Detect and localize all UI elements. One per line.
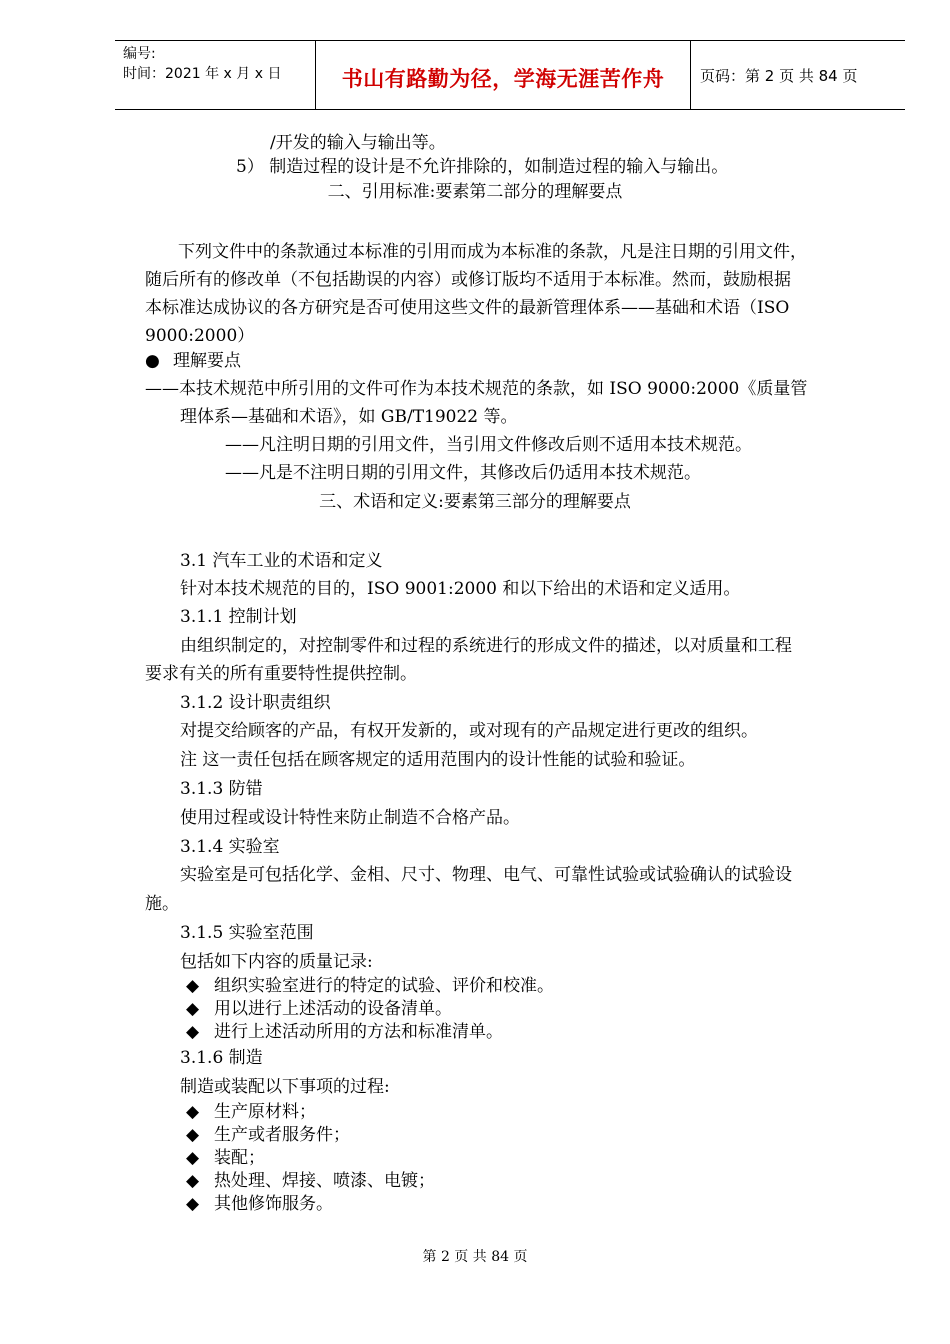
term-body: 针对本技术规范的目的，ISO 9001:2000 和以下给出的术语和定义适用。: [180, 579, 741, 599]
term-body: 要求有关的所有重要特性提供控制。: [145, 664, 417, 684]
header-motto-cell: [315, 41, 691, 109]
list-item-text: 组织实验室进行的特定的试验、评价和校准。: [214, 976, 554, 996]
list-item: [186, 1124, 350, 1146]
list-item-text: 用以进行上述活动的设备清单。: [214, 999, 452, 1019]
paragraph-line: 下列文件中的条款通过本标准的引用而成为本标准的条款，凡是注日期的引用文件，: [178, 242, 807, 262]
document-number-label: 编号:: [123, 46, 156, 62]
list-item: [186, 1147, 265, 1169]
header-motto: 书山有路勤为径，学海无涯苦作舟: [341, 66, 665, 91]
term-heading: 3.1.3 防错: [180, 779, 263, 799]
list-item: [186, 975, 554, 997]
diamond-bullet-icon: ◆: [186, 1148, 200, 1168]
dash-item-line: 理体系—基础和术语》，如 GB/T19022 等。: [180, 407, 518, 427]
understanding-title: 理解要点: [173, 351, 241, 371]
diamond-bullet-icon: ◆: [186, 999, 200, 1019]
list-item: [186, 1170, 435, 1192]
list-item-text: 装配；: [214, 1148, 265, 1168]
term-body: 制造或装配以下事项的过程:: [180, 1077, 390, 1097]
bullet-icon: ●: [145, 351, 160, 371]
document-date-label: 时间：2021 年 x 月 x 日: [123, 66, 282, 82]
term-heading: 3.1.1 控制计划: [180, 607, 297, 627]
list-item-text: 生产或者服务件；: [214, 1125, 350, 1145]
text-line: 5） 制造过程的设计是不允许排除的，如制造过程的输入与输出。: [236, 157, 729, 177]
term-heading: 3.1.5 实验室范围: [180, 923, 314, 943]
header-meta-cell: [115, 41, 315, 109]
term-body: 对提交给顾客的产品，有权开发新的，或对现有的产品规定进行更改的组织。: [180, 721, 758, 741]
list-item: [186, 1193, 333, 1215]
term-body: 实验室是可包括化学、金相、尺寸、物理、电气、可靠性试验或试验确认的试验设: [180, 865, 792, 885]
paragraph-line: 本标准达成协议的各方研究是否可使用这些文件的最新管理体系——基础和术语（ISO: [145, 298, 790, 318]
diamond-bullet-icon: ◆: [186, 1022, 200, 1042]
dash-item-line: ——本技术规范中所引用的文件可作为本技术规范的条款，如 ISO 9000:2000《质量管: [145, 379, 808, 399]
diamond-bullet-icon: ◆: [186, 1171, 200, 1191]
term-heading: 3.1 汽车工业的术语和定义: [180, 551, 383, 571]
section-heading: 三、术语和定义:要素第三部分的理解要点: [319, 492, 631, 512]
list-item-text: 进行上述活动所用的方法和标准清单。: [214, 1022, 503, 1042]
header-page-info: 页码：第 2 页 共 84 页: [700, 67, 858, 85]
dash-item-line: ——凡注明日期的引用文件，当引用文件修改后则不适用本技术规范。: [225, 435, 752, 455]
term-body: 使用过程或设计特性来防止制造不合格产品。: [180, 808, 520, 828]
term-heading: 3.1.2 设计职责组织: [180, 693, 331, 713]
header-page-cell: [690, 41, 905, 109]
diamond-bullet-icon: ◆: [186, 976, 200, 996]
diamond-bullet-icon: ◆: [186, 1125, 200, 1145]
page-footer: 第 2 页 共 84 页: [422, 1249, 528, 1265]
list-item: [186, 998, 452, 1020]
term-heading: 3.1.6 制造: [180, 1048, 263, 1068]
list-item: [186, 1101, 316, 1123]
list-item: [186, 1021, 503, 1043]
term-body: 由组织制定的，对控制零件和过程的系统进行的形成文件的描述，以对质量和工程: [180, 636, 792, 656]
paragraph-line: 随后所有的修改单（不包括勘误的内容）或修订版均不适用于本标准。然而，鼓励根据: [145, 270, 791, 290]
dash-item-line: ——凡是不注明日期的引用文件，其修改后仍适用本技术规范。: [225, 463, 701, 483]
diamond-bullet-icon: ◆: [186, 1102, 200, 1122]
text-line: /开发的输入与输出等。: [270, 133, 446, 153]
term-body: 包括如下内容的质量记录:: [180, 952, 373, 972]
list-item-text: 生产原材料；: [214, 1102, 316, 1122]
section-heading: 二、引用标准:要素第二部分的理解要点: [327, 182, 623, 202]
list-item-text: 热处理、焊接、喷漆、电镀；: [214, 1171, 435, 1191]
term-heading: 3.1.4 实验室: [180, 837, 280, 857]
page-header: [115, 40, 905, 110]
understanding-heading: [145, 350, 241, 372]
paragraph-line: 9000:2000）: [145, 326, 255, 346]
diamond-bullet-icon: ◆: [186, 1194, 200, 1214]
list-item-text: 其他修饰服务。: [214, 1194, 333, 1214]
term-note: 注 这一责任包括在顾客规定的适用范围内的设计性能的试验和验证。: [180, 750, 696, 770]
term-body: 施。: [145, 894, 179, 914]
